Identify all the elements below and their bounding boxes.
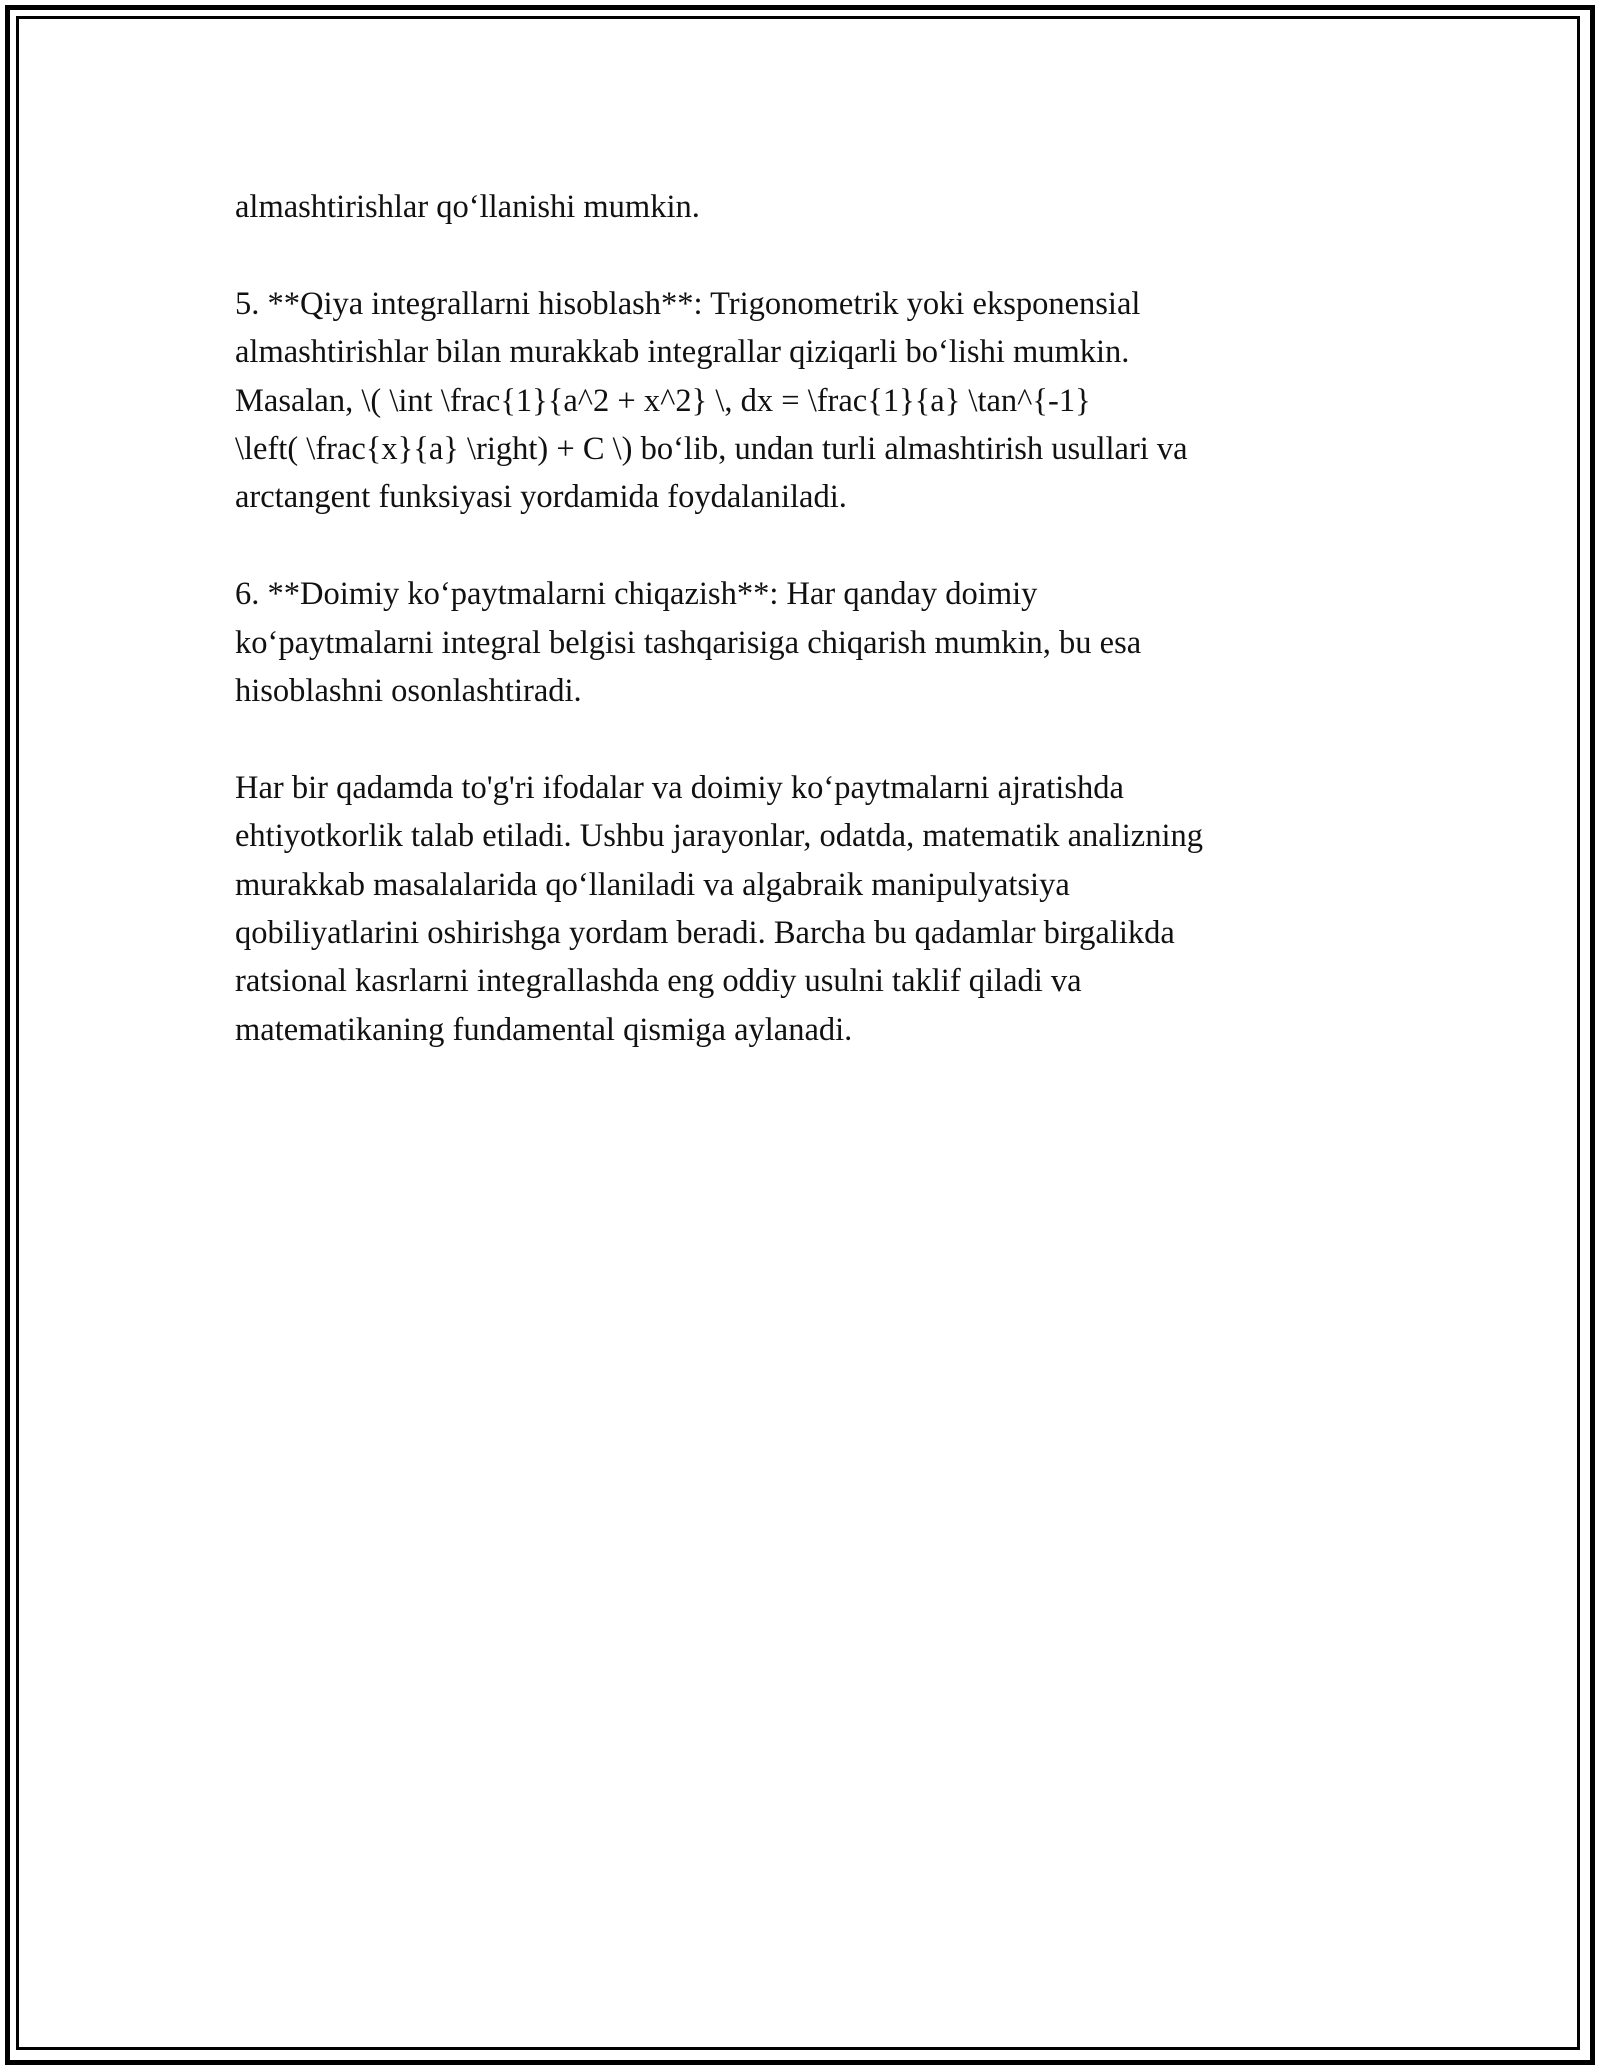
text-line: 6. **Doimiy ko‘paytmalarni chiqazish**: Har qanday doimiy bbox=[235, 576, 1038, 613]
text-line: matematikaning fundamental qismiga aylanadi. bbox=[235, 1011, 853, 1048]
text-line: almashtirishlar bilan murakkab integrallar qiziqarli bo‘lishi mumkin. bbox=[235, 334, 1130, 371]
paragraph-conclusion bbox=[235, 764, 1365, 1054]
text-line: arctangent funksiyasi yordamida foydalaniladi. bbox=[235, 479, 847, 516]
document-body bbox=[235, 183, 1365, 1103]
text-line: \left( \frac{x}{a} \right) + C \) bo‘lib, undan turli almashtirish usullari va bbox=[235, 431, 1188, 468]
text-line: almashtirishlar qo‘llanishi mumkin. bbox=[235, 189, 700, 225]
text-line: 5. **Qiya integrallarni hisoblash**: Trigonometrik yoki eksponensial bbox=[235, 285, 1141, 322]
text-line: hisoblashni osonlashtiradi. bbox=[235, 673, 582, 710]
paragraph-item-6 bbox=[235, 570, 1365, 715]
paragraph-item-5 bbox=[235, 280, 1365, 522]
text-line: ratsional kasrlarni integrallashda eng oddiy usulni taklif qiladi va bbox=[235, 963, 1082, 1000]
text-line: murakkab masalalarida qo‘llaniladi va algabraik manipulyatsiya bbox=[235, 866, 1070, 903]
text-line: Masalan, \( \int \frac{1}{a^2 + x^2} \, dx = \frac{1}{a} \tan^{-1} bbox=[235, 382, 1091, 419]
text-line: ko‘paytmalarni integral belgisi tashqarisiga chiqarish mumkin, bu esa bbox=[235, 624, 1142, 661]
paragraph-continuation bbox=[235, 183, 1365, 231]
text-line: Har bir qadamda to'g'ri ifodalar va doimiy ko‘paytmalarni ajratishda bbox=[235, 769, 1124, 806]
text-line: qobiliyatlarini oshirishga yordam beradi. Barcha bu qadamlar birgalikda bbox=[235, 915, 1175, 952]
text-line: ehtiyotkorlik talab etiladi. Ushbu jarayonlar, odatda, matematik analizning bbox=[235, 818, 1203, 855]
